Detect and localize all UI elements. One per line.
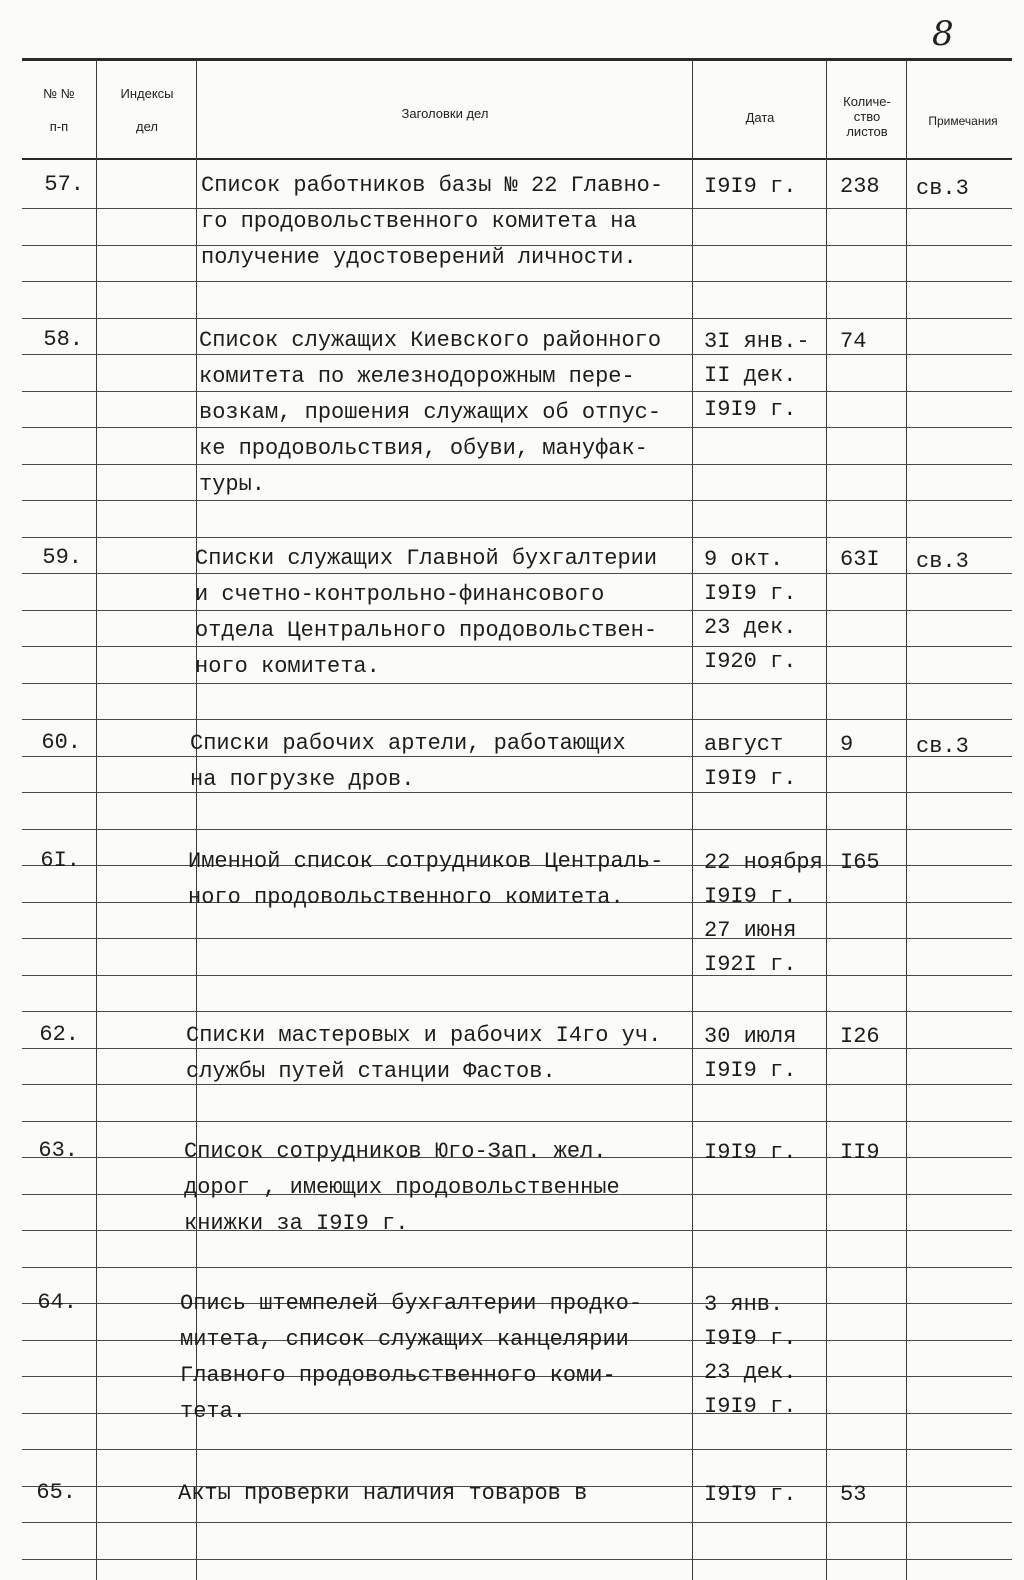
row-note: св.3	[916, 176, 969, 201]
row-sheets: 63I	[840, 547, 880, 572]
ruled-line	[22, 500, 1012, 501]
header-index	[98, 86, 196, 134]
ruled-line	[22, 1011, 1012, 1012]
row-date-line: август	[704, 732, 784, 757]
row-title-line: на погрузке дров.	[190, 767, 415, 792]
row-date-line: 3I янв.-	[704, 329, 810, 354]
row-sheets: II9	[840, 1140, 880, 1165]
row-date-line: I9I9 г.	[704, 884, 797, 909]
ruled-line	[22, 1559, 1012, 1560]
row-date-line: I9I9 г.	[704, 397, 797, 422]
row-title-line: Главного продовольственного коми-	[180, 1363, 616, 1388]
row-date-line: 27 июня	[704, 918, 797, 943]
row-title-line: туры.	[199, 472, 266, 497]
ruled-line	[22, 1121, 1012, 1122]
header-num-sub: п-п	[49, 119, 69, 134]
header-index-label: Индексы	[120, 86, 174, 101]
row-title-line: тета.	[180, 1399, 247, 1424]
header-date: Дата	[745, 110, 775, 125]
row-number: 62.	[39, 1022, 79, 1047]
page-number: 8	[932, 14, 954, 54]
row-sheets: I26	[840, 1024, 880, 1049]
row-date-line: I9I9 г.	[704, 174, 797, 199]
header-num	[22, 86, 96, 134]
row-title-line: Именной список сотрудников Централь-	[188, 849, 664, 874]
header-rule	[22, 158, 1012, 160]
row-title-line: и счетно-контрольно-финансового	[195, 582, 605, 607]
row-date-line: I9I9 г.	[704, 766, 797, 791]
ruled-line	[22, 719, 1012, 720]
row-title-line: Список сотрудников Юго-Зап. жел.	[184, 1139, 607, 1164]
ruled-line	[22, 1449, 1012, 1450]
row-date-line: 30 июля	[704, 1024, 797, 1049]
row-title-line: службы путей станции Фастов.	[186, 1059, 556, 1084]
row-title-line: Списки рабочих артели, работающих	[190, 731, 626, 756]
ruled-line	[22, 829, 1012, 830]
row-title-line: Список работников базы № 22 Главно-	[201, 173, 664, 198]
row-title-line: Списки служащих Главной бухгалтерии	[195, 546, 658, 571]
top-rule	[22, 58, 1012, 61]
header-index-sub: дел	[136, 119, 158, 134]
row-sheets: 238	[840, 174, 880, 199]
row-title-line: ке продовольствия, обуви, мануфак-	[199, 436, 648, 461]
row-title-line: митета, список служащих канцелярии	[180, 1327, 629, 1352]
ruled-line	[22, 281, 1012, 282]
header-sheets-l2: ство	[853, 109, 881, 124]
row-date-line: 22 ноября	[704, 850, 823, 875]
ruled-line	[22, 318, 1012, 319]
header-sheets-l3: листов	[846, 124, 888, 139]
row-title-line: дорог , имеющих продовольственные	[184, 1175, 620, 1200]
ruled-line	[22, 1522, 1012, 1523]
row-number: 63.	[38, 1138, 78, 1163]
row-title-line: ного комитета.	[195, 654, 380, 679]
row-date-line: I9I9 г.	[704, 1140, 797, 1165]
col-divider-3	[692, 60, 693, 1580]
col-divider-1	[96, 60, 97, 1580]
ruled-line	[22, 1413, 1012, 1414]
header-num-label: № №	[43, 86, 75, 101]
row-note: св.3	[916, 549, 969, 574]
row-date-line: 3 янв.	[704, 1292, 784, 1317]
ruled-line	[22, 938, 1012, 939]
row-number: 64.	[37, 1290, 77, 1315]
row-number: 57.	[44, 172, 84, 197]
row-title-line: возкам, прошения служащих об отпус-	[199, 400, 662, 425]
row-date-line: II дек.	[704, 363, 797, 388]
row-title-line: Списки мастеровых и рабочих I4го уч.	[186, 1023, 662, 1048]
row-title-line: книжки за I9I9 г.	[184, 1211, 409, 1236]
row-date-line: I9I9 г.	[704, 1058, 797, 1083]
header-title: Заголовки дел	[401, 106, 489, 121]
row-title-line: отдела Центрального продовольствен-	[195, 618, 658, 643]
row-sheets: I65	[840, 850, 880, 875]
row-date-line: I9I9 г.	[704, 581, 797, 606]
row-title-line: го продовольственного комитета на	[201, 209, 637, 234]
row-date-line: I920 г.	[704, 649, 797, 674]
row-title-line: комитета по железнодорожным пере-	[199, 364, 635, 389]
row-date-line: 9 окт.	[704, 547, 784, 572]
row-sheets: 9	[840, 732, 854, 757]
row-date-line: I92I г.	[704, 952, 797, 977]
row-number: 6I.	[40, 848, 80, 873]
ruled-line	[22, 792, 1012, 793]
row-date-line: 23 дек.	[704, 615, 797, 640]
row-sheets: 53	[840, 1482, 867, 1507]
header-sheets-l1: Количе-	[843, 94, 891, 109]
row-number: 58.	[43, 327, 83, 352]
row-date-line: I9I9 г.	[704, 1326, 797, 1351]
row-title-line: Опись штемпелей бухгалтерии продко-	[180, 1291, 643, 1316]
header-notes: Примечания	[928, 114, 998, 128]
ruled-line	[22, 975, 1012, 976]
col-divider-4	[826, 60, 827, 1580]
ruled-line	[22, 1230, 1012, 1231]
ruled-line	[22, 1267, 1012, 1268]
ruled-line	[22, 683, 1012, 684]
row-title-line: Акты проверки наличия товаров в	[178, 1481, 588, 1506]
row-number: 65.	[36, 1480, 76, 1505]
header-sheets	[828, 94, 906, 139]
row-number: 60.	[41, 730, 81, 755]
row-date-line: 23 дек.	[704, 1360, 797, 1385]
row-title-line: ного продовольственного комитета.	[188, 885, 624, 910]
row-date-line: I9I9 г.	[704, 1482, 797, 1507]
row-title-line: получение удостоверений личности.	[201, 245, 637, 270]
row-sheets: 74	[840, 329, 867, 354]
row-date-line: I9I9 г.	[704, 1394, 797, 1419]
row-number: 59.	[42, 545, 82, 570]
ruled-line	[22, 537, 1012, 538]
row-title-line: Список служащих Киевского районного	[199, 328, 662, 353]
col-divider-5	[906, 60, 907, 1580]
row-note: св.3	[916, 734, 969, 759]
